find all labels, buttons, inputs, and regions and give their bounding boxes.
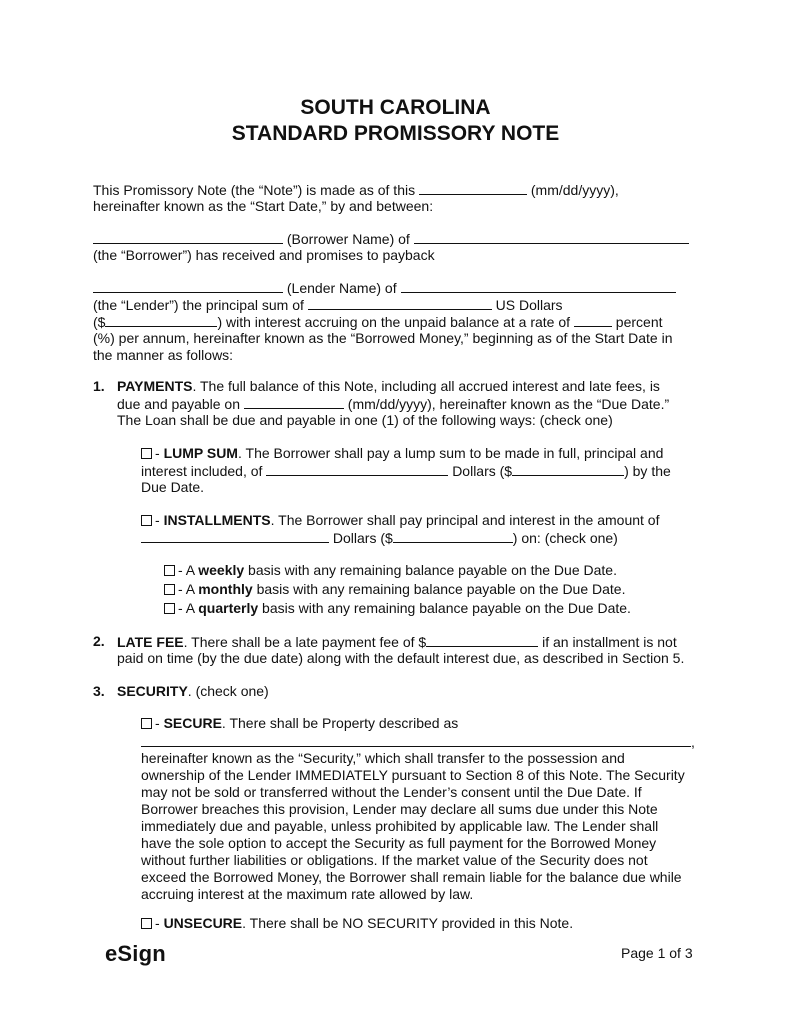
secure-line-1 (141, 715, 458, 732)
esign-logo: eSign (105, 941, 166, 966)
option-quarterly (164, 600, 631, 617)
borrower-address-field[interactable] (414, 230, 689, 244)
borrower-name-label: (Borrower Name) of (286, 231, 410, 247)
unsecure-text: . There shall be NO SECURITY provided in this Note. (242, 915, 574, 931)
late-fee-amount-field[interactable] (426, 633, 538, 647)
lump-sum-amount-label: interest included, of (141, 463, 263, 479)
secure-label: SECURE (163, 715, 222, 731)
property-description-line (141, 733, 695, 751)
borrower-name-field[interactable] (93, 230, 283, 244)
interest-rate-label: ) with interest accruing on the unpaid balance at a rate of (217, 314, 571, 330)
by-the-label: ) by the (624, 463, 671, 479)
intro-line-1 (93, 181, 619, 199)
section-1-line-1 (117, 378, 660, 395)
late-fee-text-2: if an installment is not (542, 634, 677, 650)
section-2-heading: LATE FEE (117, 634, 184, 650)
intro-line-2: hereinafter known as the “Start Date,” by and between: (93, 198, 434, 214)
dash: - (155, 445, 164, 461)
borrower-line-2: (the “Borrower”) has received and promises to payback (93, 247, 435, 263)
secure-text: . There shall be Property described as (221, 715, 459, 731)
section-1-text: . The full balance of this Note, including all accrued interest and late fees, is (192, 378, 660, 394)
section-2-line-2: paid on time (by the due date) along with the default interest due, as described in Section 5. (117, 650, 685, 666)
dash: - (155, 915, 164, 931)
option-weekly (164, 562, 617, 579)
unsecure-checkbox[interactable] (141, 918, 152, 929)
secure-checkbox[interactable] (141, 718, 152, 729)
lump-sum-words-field[interactable] (266, 462, 448, 476)
due-date-hint: (mm/dd/yyyy), hereinafter known as the “Due Date.” (347, 396, 670, 412)
due-label: due and payable on (117, 396, 240, 412)
option-text: basis with any remaining balance payable on the Due Date. (244, 562, 617, 578)
installments-label: INSTALLMENTS (163, 512, 271, 528)
document-title-line1: SOUTH CAROLINA (300, 96, 491, 119)
installments-line-1 (141, 512, 659, 529)
lender-line-5: the manner as follows: (93, 347, 234, 363)
borrower-line-1 (93, 230, 689, 248)
option-monthly (164, 581, 625, 598)
section-3-line-1 (117, 683, 269, 700)
weekly-checkbox[interactable] (164, 565, 175, 576)
percent-label: percent (615, 314, 663, 330)
lender-line-1 (93, 279, 676, 297)
section-1-line-2 (117, 395, 669, 413)
quarterly-checkbox[interactable] (164, 603, 175, 614)
lender-line-4: (%) per annum, hereinafter known as the “Borrowed Money,” beginning as of the Start Date in (93, 330, 673, 346)
installments-line-2 (141, 529, 618, 547)
secure-body-4: Borrower breaches this provision, Lender may declare all sums due under this Note (141, 801, 658, 817)
principal-sum-amount-field[interactable] (105, 313, 217, 327)
lump-sum-line-1 (141, 445, 663, 462)
installments-checkbox[interactable] (141, 515, 152, 526)
monthly-checkbox[interactable] (164, 584, 175, 595)
secure-body-8: exceed the Borrowed Money, the Borrower shall remain liable for the balance due while (141, 869, 682, 885)
principal-sum-words-field[interactable] (308, 296, 492, 310)
lump-sum-label: LUMP SUM (163, 445, 238, 461)
due-date-field[interactable] (244, 395, 344, 409)
start-date-field[interactable] (419, 181, 527, 195)
section-1-heading: PAYMENTS (117, 378, 193, 394)
lump-sum-amount-field[interactable] (512, 462, 624, 476)
secure-body-5: immediately due and payable, unless prohibited by applicable law. The Lender shall (141, 818, 659, 834)
dollars-label: Dollars ($ (332, 530, 393, 546)
unsecure-label: UNSECURE (163, 915, 243, 931)
section-1-line-3: The Loan shall be due and payable in one (1) of the following ways: (check one) (117, 412, 613, 428)
section-3-number: 3. (93, 683, 105, 699)
dollars-label: Dollars ($ (452, 463, 513, 479)
unsecure-line-1 (141, 915, 573, 932)
option-prefix: - A (178, 562, 199, 578)
date-format-hint: (mm/dd/yyyy), (530, 182, 619, 198)
lender-name-label: (Lender Name) of (286, 280, 397, 296)
installment-amount-field[interactable] (393, 529, 513, 543)
lender-line-3 (93, 313, 663, 331)
option-label: quarterly (198, 600, 259, 616)
secure-body-7: without further liabilities or obligations. If the market value of the Security does not (141, 852, 648, 868)
comma: , (691, 734, 695, 750)
secure-body-2: ownership of the Lender IMMEDIATELY pursuant to Section 8 of this Note. The Security (141, 767, 685, 783)
option-prefix: - A (178, 581, 199, 597)
section-1-number: 1. (93, 378, 105, 394)
principal-sum-label: (the “Lender”) the principal sum of (93, 297, 304, 313)
secure-body-3: may not be sold or transferred without the Lender’s consent until the Due Date. If (141, 784, 642, 800)
dash: - (155, 715, 164, 731)
lump-sum-text: . The Borrower shall pay a lump sum to be made in full, principal and (237, 445, 664, 461)
option-label: monthly (198, 581, 253, 597)
secure-body-9: accruing interest at the maximum rate allowed by law. (141, 886, 474, 902)
page-number: Page 1 of 3 (621, 945, 693, 961)
lump-sum-line-3: Due Date. (141, 479, 205, 495)
lender-line-2 (93, 296, 563, 314)
late-fee-text: . There shall be a late payment fee of $ (183, 634, 427, 650)
section-3-heading: SECURITY (117, 683, 188, 699)
lump-sum-line-2 (141, 462, 671, 480)
intro-text: This Promissory Note (the “Note”) is made as of this (93, 182, 416, 198)
section-3-text: . (check one) (187, 683, 269, 699)
us-dollars-label: US Dollars (495, 297, 563, 313)
dollar-sign: ($ (93, 314, 106, 330)
section-2-line-1 (117, 633, 677, 651)
option-prefix: - A (178, 600, 199, 616)
option-label: weekly (198, 562, 245, 578)
lender-address-field[interactable] (401, 279, 676, 293)
section-2-number: 2. (93, 633, 105, 649)
option-text: basis with any remaining balance payable on the Due Date. (258, 600, 631, 616)
interest-rate-field[interactable] (574, 313, 612, 327)
on-label: ) on: (check one) (512, 530, 618, 546)
dash: - (155, 512, 164, 528)
lender-name-field[interactable] (93, 279, 283, 293)
property-description-field[interactable] (141, 733, 691, 747)
installment-words-field[interactable] (141, 529, 329, 543)
option-text: basis with any remaining balance payable on the Due Date. (252, 581, 626, 597)
secure-body-6: have the sole option to accept the Security as full payment for the Borrowed Money (141, 835, 657, 851)
secure-body-1: hereinafter known as the “Security,” which shall transfer to the possession and (141, 750, 625, 766)
lump-sum-checkbox[interactable] (141, 448, 152, 459)
document-title-line2: STANDARD PROMISSORY NOTE (231, 122, 560, 145)
installments-text: . The Borrower shall pay principal and interest in the amount of (270, 512, 660, 528)
